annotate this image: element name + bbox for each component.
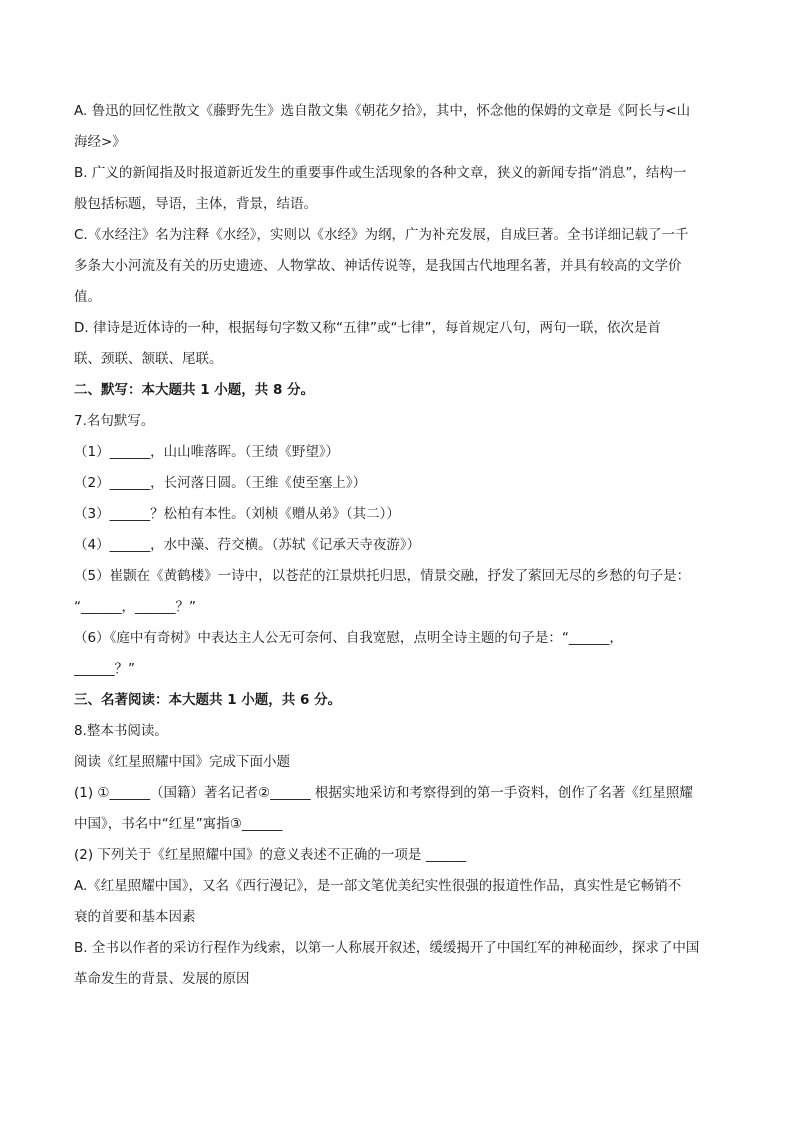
q8-sub-1-line-1: (1) ①______（国籍）著名记者②______ 根据实地采访和考察得到的第一手资料，创作了名著《红星照耀	[74, 785, 693, 801]
option-b-line-2: 般包括标题，导语，主体，背景，结语。	[74, 196, 317, 212]
q7-item-4: （4）______，水中藻、荇交横。（苏轼《记承天寺夜游》）	[74, 537, 421, 553]
option-d-line-1: D. 律诗是近体诗的一种，根据每句字数又称“五律”或“七律”，每首规定八句，两句一联，依次是首	[74, 320, 661, 336]
q7-item-3: （3）______？松柏有本性。（刘桢《赠从弟》（其二））	[74, 506, 400, 522]
option-d-line-2: 联、颈联、颔联、尾联。	[74, 351, 223, 367]
question-7-title: 7.名句默写。	[74, 413, 155, 429]
document-page	[74, 96, 724, 995]
option-b-line-1: B. 广义的新闻指及时报道新近发生的重要事件或生活现象的各种文章，狭义的新闻专指“消息”，结构一	[74, 165, 687, 181]
q8-sub-2: (2) 下列关于《红星照耀中国》的意义表述不正确的一项是 ______	[74, 847, 467, 863]
option-a-line-2: 海经>》	[74, 134, 126, 150]
option-c-line-3: 值。	[74, 289, 101, 305]
q8-option-a-line-1: A.《红星照耀中国》，又名《西行漫记》，是一部文笔优美纪实性很强的报道性作品，真实性是它畅销不	[74, 878, 682, 894]
q7-item-5-line-1: （5）崔颢在《黄鹤楼》一诗中，以苍茫的江景烘托归思，情景交融，抒发了萦回无尽的乡愁的句子是：	[74, 568, 691, 584]
section-heading-dictation: 二、默写：本大题共 1 小题，共 8 分。	[74, 382, 315, 398]
option-c-line-1: C.《水经注》名为注释《水经》，实则以《水经》为纲，广为补充发展，自成巨著。全书详细记载了一千	[74, 227, 689, 243]
q7-item-6-line-2: ______？”	[74, 661, 135, 677]
q8-instruction: 阅读《红星照耀中国》完成下面小题	[74, 754, 290, 770]
q7-item-5-line-2: “______，______？”	[74, 599, 196, 615]
q8-option-b-line-2: 革命发生的背景、发展的原因	[74, 971, 250, 987]
section-heading-reading: 三、名著阅读：本大题共 1 小题，共 6 分。	[74, 692, 342, 708]
question-8-title: 8.整本书阅读。	[74, 723, 168, 739]
option-c-line-2: 多条大小河流及有关的历史遗迹、人物掌故、神话传说等，是我国古代地理名著，并具有较高的文学价	[74, 258, 682, 274]
q8-option-a-line-2: 衰的首要和基本因素	[74, 909, 196, 925]
q7-item-6-line-1: （6）《庭中有奇树》中表达主人公无可奈何、自我宽慰，点明全诗主题的句子是：“______，	[74, 630, 623, 646]
q7-item-1: （1）______，山山唯落晖。（王绩《野望》）	[74, 444, 340, 460]
option-a-line-1: A. 鲁迅的回忆性散文《藤野先生》选自散文集《朝花夕拾》，其中，怀念他的保姆的文章是《阿长与<山	[74, 103, 691, 119]
q8-sub-1-line-2: 中国》，书名中“红星”寓指③______	[74, 816, 283, 832]
q7-item-2: （2）______，长河落日圆。（王维《使至塞上》）	[74, 475, 367, 491]
q8-option-b-line-1: B. 全书以作者的采访行程作为线索，以第一人称展开叙述，缓缓揭开了中国红军的神秘面纱，探求了中国	[74, 940, 700, 956]
